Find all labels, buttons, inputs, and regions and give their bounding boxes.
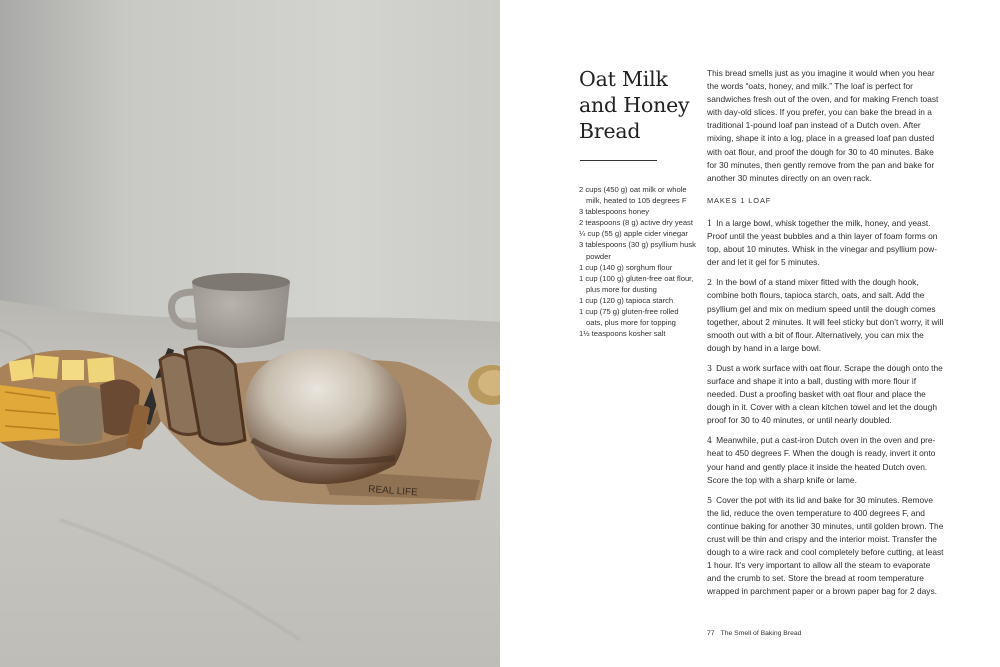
ingredient-item: 2 cups (450 g) oat milk or whole milk, heated to 105 degrees F [579,185,687,206]
page-footer [707,630,801,637]
chapter-title: The Smell of Baking Bread [720,630,802,637]
recipe-title [579,66,709,144]
step-text: In a large bowl, whisk together the milk, honey, and yeast. Proof until the yeast bubbles and a thin layer of foam forms on top, about 10 minutes. Whisk in the vinegar and psyllium powder and let it gel for 5 minutes. [707,217,938,268]
method-step [707,276,945,355]
ingredient-item: 1 cup (100 g) gluten-free oat flour, plus more for dusting [579,273,694,294]
recipe-title-line-3: Bread [579,119,641,143]
method-step [707,494,945,599]
ingredient-list [579,184,697,339]
step-number: 2 [707,278,713,288]
title-divider [580,160,657,161]
ingredient-item: 1½ teaspoons kosher salt [579,329,666,339]
step-text: Dust a work surface with oat flour. Scrape the dough onto the surface and shape it into a ball, dusting with more flour if needed. Dust a proofing basket with oat flour and place the dough in it. Cover with a clean kitchen towel and let the dough proof for 30 to 40 minutes, or until nearly doubled. [707,362,943,426]
ingredient-item: 3 tablespoons honey [579,207,650,217]
method-step [707,362,945,427]
ingredient-item: 3 tablespoons (30 g) psyllium husk powder [579,240,696,261]
paper-label: REAL LIFE [367,484,419,499]
step-text: Cover the pot with its lid and bake for 30 minutes. Remove the lid, reduce the oven temperature to 400 degrees F, and continue baking for another 30 minutes, until golden brown. The crust will be thin and crispy and the interior moist. Transfer the dough to a wire rack and cool completely before cutting, at least 1 hour. It’s very important to allow all the steam to evaporate and the crumb to set. Store the bread at room temperature wrapped in parchment paper or a brown paper bag for 2 days. [707,494,944,597]
ingredient-item: 1 cup (120 g) tapioca starch [579,295,674,305]
ingredient-item: ¼ cup (55 g) apple cider vinegar [579,229,688,239]
step-number: 3 [707,363,713,373]
recipe-page [500,0,1000,667]
method-step [707,217,945,269]
step-number: 5 [707,495,713,505]
recipe-body [707,67,945,605]
page-number: 77 [707,630,715,637]
recipe-yield: MAKES 1 LOAF [707,195,772,205]
recipe-title-line-1: Oat Milk [579,67,668,91]
ingredient-item: 2 teaspoons (8 g) active dry yeast [579,218,693,228]
method-step [707,434,945,486]
ingredient-item: 1 cup (140 g) sorghum flour [579,262,673,272]
step-number: 4 [707,436,713,446]
step-text: In the bowl of a stand mixer fitted with the dough hook, combine both flours, tapioca starch, oats, and salt. Add the psyllium gel and mix on medium speed until the dough comes together, about 2 minutes. It will feel sticky but don’t worry, it will smooth out with a bit of flour. Alternatively, you can mix the dough by hand in a large bowl. [707,277,944,353]
recipe-title-line-2: and Honey [579,93,690,117]
step-text: Meanwhile, put a cast-iron Dutch oven in the oven and preheat to 450 degrees F. When the dough is ready, invert it onto your hand and gently place it inside the heated Dutch oven. Score the top with a sharp knife or lame. [707,435,936,485]
step-number: 1 [707,218,713,228]
ingredient-item: 1 cup (75 g) gluten-free rolled oats, plus more for topping [579,307,679,328]
recipe-intro: This bread smells just as you imagine it would when you hear the words “oats, honey, and milk.” The loaf is perfect for sandwiches fresh out of the oven, and for making French toast with day-old slices. If you prefer, you can bake the bread in a traditional 1-pound loaf pan instead of a Dutch oven. After mixing, shape it into a log, place in a greased loaf pan dusted with oat flour, and proof the dough for 30 to 40 minutes. Bake for 30 minutes, then gently remove from the pan and bake for another 30 minutes directly on an oven rack. [707,68,939,183]
